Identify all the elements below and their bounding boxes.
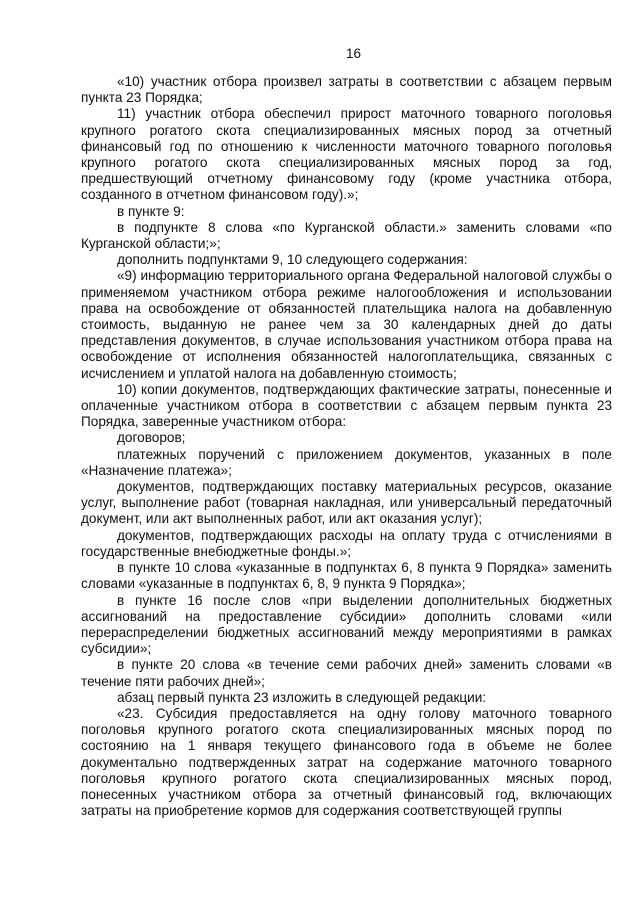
paragraph: в пункте 9: [117,203,185,219]
paragraph: «23. Субсидия предоставляется на одну голову маточного товарного поголовья крупного рогатого скота специализированных мясных пород по состоянию на 1 января текущего финансового года в объеме не более документально подтвержденных затрат на содержание маточного товарного поголовья крупного рогатого скота специализированных мясных пород, понесенных участником отбора за отчетный финансовый год, включающих затраты на приобретение кормов для содержания соответствующей группы [81,705,612,819]
paragraph: абзац первый пункта 23 изложить в следующей редакции: [117,689,487,705]
paragraph: в пункте 20 слова «в течение семи рабочих дней» заменить словами «в течение пяти рабочих дней»; [81,657,612,689]
paragraph: в пункте 16 после слов «при выделении дополнительных бюджетных ассигнований на предоставление субсидии» дополнить словами «или перераспределении бюджетных ассигнований между мероприятиями в рамках субсидии»; [81,592,612,657]
page-number: 16 [345,46,362,61]
paragraph: 11) участник отбора обеспечил прирост маточного товарного поголовья крупного рогатого скота специализированных мясных пород за отчетный финансовый год по отношению к численности маточного товарного поголовья крупного рогатого скота специализированных мясных пород за год, предшествующий отчетному финансовому году (кроме участника отбора, созданного в отчетном финансовом году).»; [81,106,612,203]
paragraph: 10) копии документов, подтверждающих фактические затраты, понесенные и оплаченные участником отбора в соответствии с абзацем первым пункта 23 Порядка, заверенные участником отбора: [81,381,612,430]
paragraph: документов, подтверждающих расходы на оплату труда с отчислениями в государственные внебюджетные фонды.»; [81,527,612,559]
paragraph: в подпункте 8 слова «по Курганской области.» заменить словами «по Курганской области;»; [81,219,612,252]
paragraph: «9) информацию территориального органа Федеральной налоговой службы о применяемом участником отбора режиме налогообложения и использовании права на освобождение от обязанностей плательщика налога на добавленную стоимость, выданную не ранее чем за 30 календарных дней до даты представления документов, в случае использования участником отбора права на освобождение от исполнения обязанностей налогоплательщика, связанных с исчислением и уплатой налога на добавленную стоимость; [81,268,612,381]
paragraph: документов, подтверждающих поставку материальных ресурсов, оказание услуг, выполнение работ (товарная накладная, или универсальный передаточный документ, или акт выполненных работ, или акт оказания услуг); [81,479,612,527]
paragraph: в пункте 10 слова «указанные в подпунктах 6, 8 пункта 9 Порядка» заменить словами «указанные в подпунктах 6, 8, 9 пункта 9 Порядка»; [81,560,612,592]
paragraph: платежных поручений с приложением документов, указанных в поле «Назначение платежа»; [81,446,612,478]
paragraph: «10) участник отбора произвел затраты в соответствии с абзацем первым пункта 23 Порядка; [81,74,612,106]
paragraph: дополнить подпунктами 9, 10 следующего содержания: [117,252,468,268]
paragraph: договоров; [117,430,186,446]
